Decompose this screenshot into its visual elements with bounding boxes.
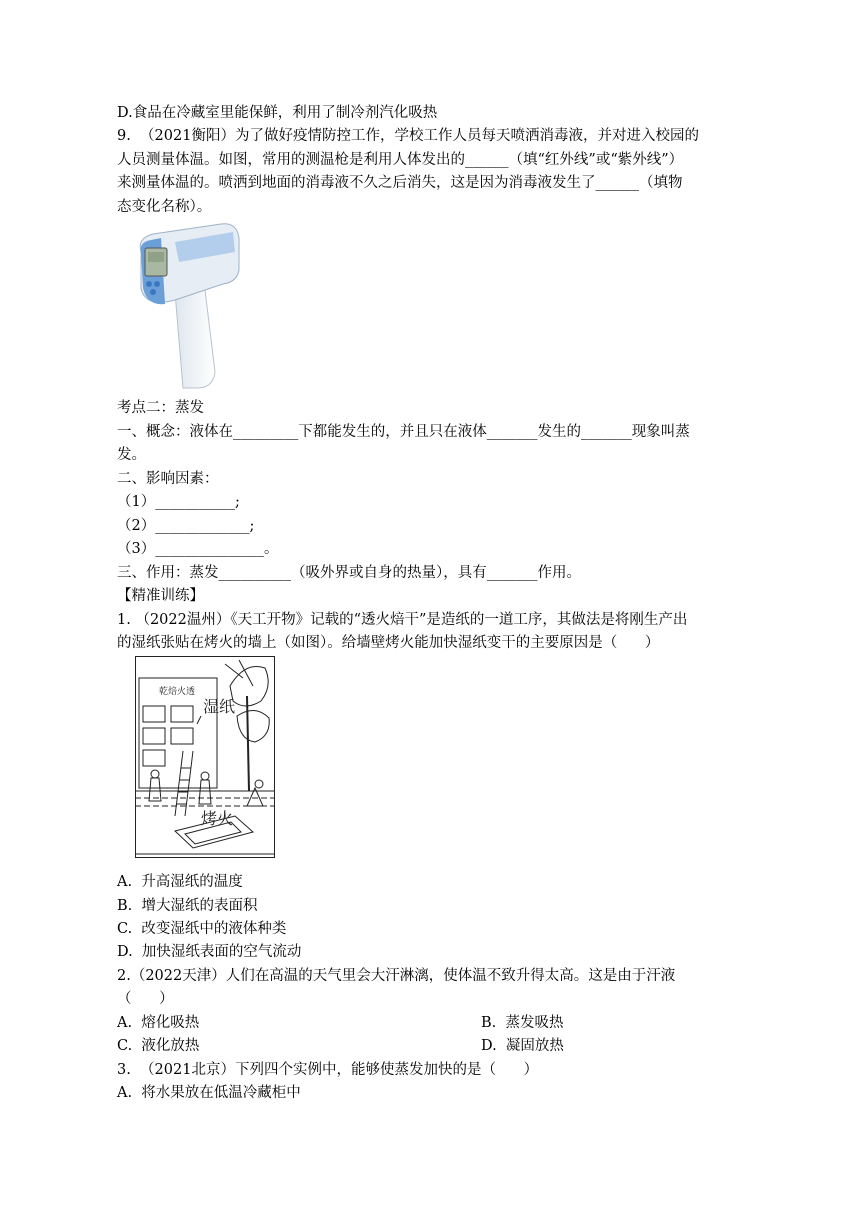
text-line: 来测量体温的。喷洒到地面的消毒液不久之后消失，这是因为消毒液发生了______（填物	[117, 175, 683, 191]
question-1: 1. （2022温州）《天工开物》记载的“透火焙干”是造纸的一道工序，其做法是将刚生产出	[117, 612, 688, 628]
text-line: （3）_______________。	[117, 541, 279, 557]
text-line: 的湿纸张贴在烤火的墙上（如图）。给墙壁烤火能加快湿纸变干的主要原因是（ ）	[117, 635, 660, 651]
section-title: 【精准训练】	[117, 588, 204, 604]
text-line: 一、概念：液体在_________下都能发生的，并且只在液体_______发生的_______现象叫蒸	[117, 424, 690, 440]
figure-title-label: 乾焙火透	[159, 686, 196, 696]
text-line: 态变化名称）。	[117, 199, 212, 215]
thermometer-gun-image	[135, 222, 245, 390]
text-line: 三、作用：蒸发__________（吸外界或自身的热量），具有_______作用。	[117, 565, 581, 581]
option-c: C. 改变湿纸中的液体种类	[117, 921, 287, 937]
option-d: D. 加快湿纸表面的空气流动	[117, 944, 302, 960]
text-line: D.食品在冷藏室里能保鲜，利用了制冷剂汽化吸热	[117, 105, 438, 121]
option-a: A. 升高湿纸的温度	[117, 874, 243, 890]
option-a: A. 熔化吸热	[117, 1015, 200, 1031]
option-b: B. 蒸发吸热	[481, 1015, 564, 1031]
section-title: 考点二：蒸发	[117, 400, 204, 416]
wet-paper-label: 湿纸	[203, 697, 236, 716]
question-9: 9. （2021衡阳）为了做好疫情防控工作，学校工作人员每天喷洒消毒液，并对进入校园的	[117, 128, 699, 144]
text-line: （2）_____________;	[117, 518, 255, 534]
option-c: C. 液化放热	[117, 1038, 200, 1054]
question-3: 3. （2021北京）下列四个实例中，能够使蒸发加快的是（ ）	[117, 1062, 539, 1078]
option-b: B. 增大湿纸的表面积	[117, 898, 258, 914]
text-line: （ ）	[117, 991, 174, 1007]
text-line: 发。	[117, 447, 146, 463]
woodcut-illustration	[135, 656, 275, 858]
text-line: 二、影响因素：	[117, 471, 219, 487]
fire-label: 烤火	[201, 809, 234, 828]
text-line: （1）___________;	[117, 494, 240, 510]
option-d: D. 凝固放热	[481, 1038, 564, 1054]
question-2: 2.（2022天津）人们在高温的天气里会大汗淋漓，使体温不致升得太高。这是由于汗液	[117, 968, 676, 984]
option-a: A. 将水果放在低温冷藏柜中	[117, 1085, 301, 1101]
text-line: 人员测量体温。如图，常用的测温枪是利用人体发出的______（填“红外线”或“紫外线”）	[117, 152, 684, 168]
